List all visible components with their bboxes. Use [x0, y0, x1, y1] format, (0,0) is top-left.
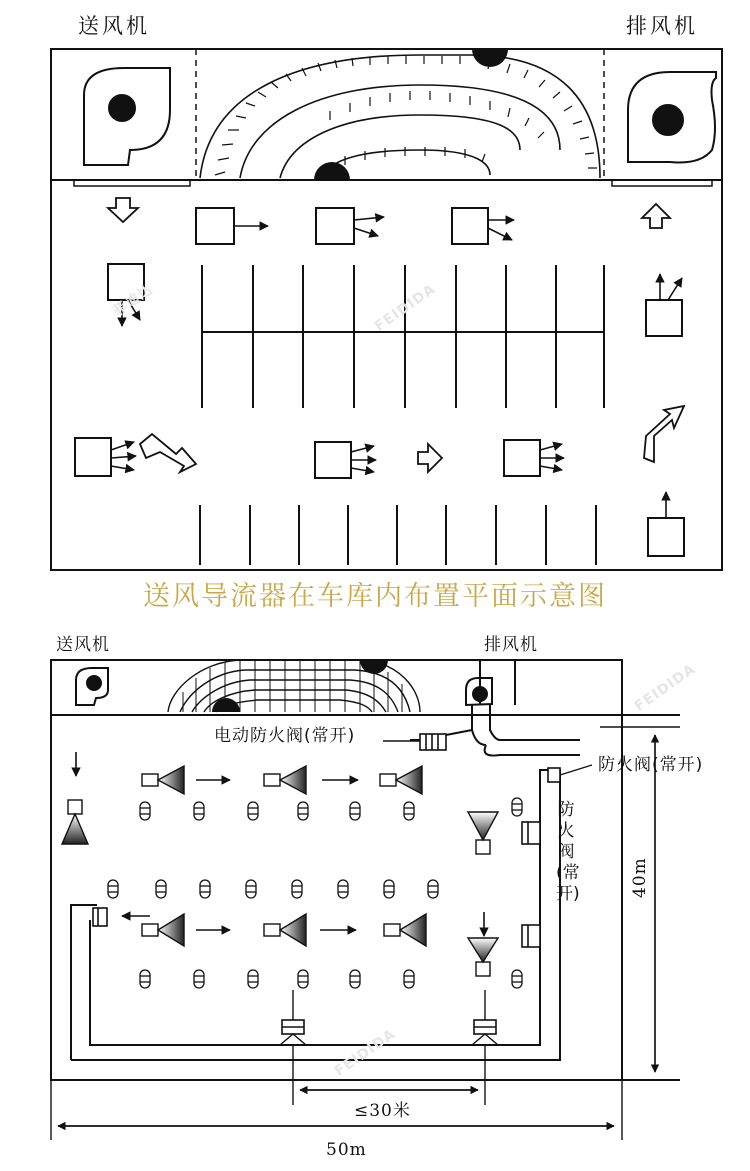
bottom-plan: [51, 660, 680, 1080]
top-exhaust-fan-label: 排风机: [626, 14, 698, 38]
fire-damper-label: 防火阀(常开): [598, 755, 704, 775]
top-plan: [51, 49, 722, 570]
airflow-arrows-top: [111, 217, 682, 518]
exhaust-fan-icon: [628, 72, 716, 163]
watermark: FEIDIDA: [371, 281, 439, 335]
cone-inducers: [62, 766, 498, 976]
bottom-exhaust-fan-label: 排风机: [484, 635, 538, 655]
hollow-arrows-top: [108, 198, 684, 472]
bottom-supply-fan-label: 送风机: [56, 635, 110, 655]
top-supply-fan-label: 送风机: [78, 14, 150, 38]
electric-fire-damper-label: 电动防火阀(常开): [214, 726, 356, 746]
supply-fan-bottom-icon: [76, 668, 108, 705]
height-dimension-label: 40m: [630, 857, 650, 898]
watermark: 菲迪达: [110, 281, 157, 321]
spacing-dimension-label: ≤30米: [354, 1101, 411, 1121]
parking-markers: [108, 798, 522, 988]
watermark: FEIDIDA: [331, 1026, 399, 1080]
supply-fan-icon: [84, 68, 170, 165]
diagram-caption: 送风导流器在车库内布置平面示意图: [143, 581, 607, 612]
induction-units-top: [75, 208, 684, 556]
watermark: FEIDIDA: [631, 661, 699, 715]
fire-damper-vertical-label: 防火阀(常开): [556, 800, 580, 904]
serpentine-duct: [200, 49, 600, 180]
width-dimension-label: 50m: [326, 1140, 367, 1160]
mesh-duct: [168, 660, 420, 712]
